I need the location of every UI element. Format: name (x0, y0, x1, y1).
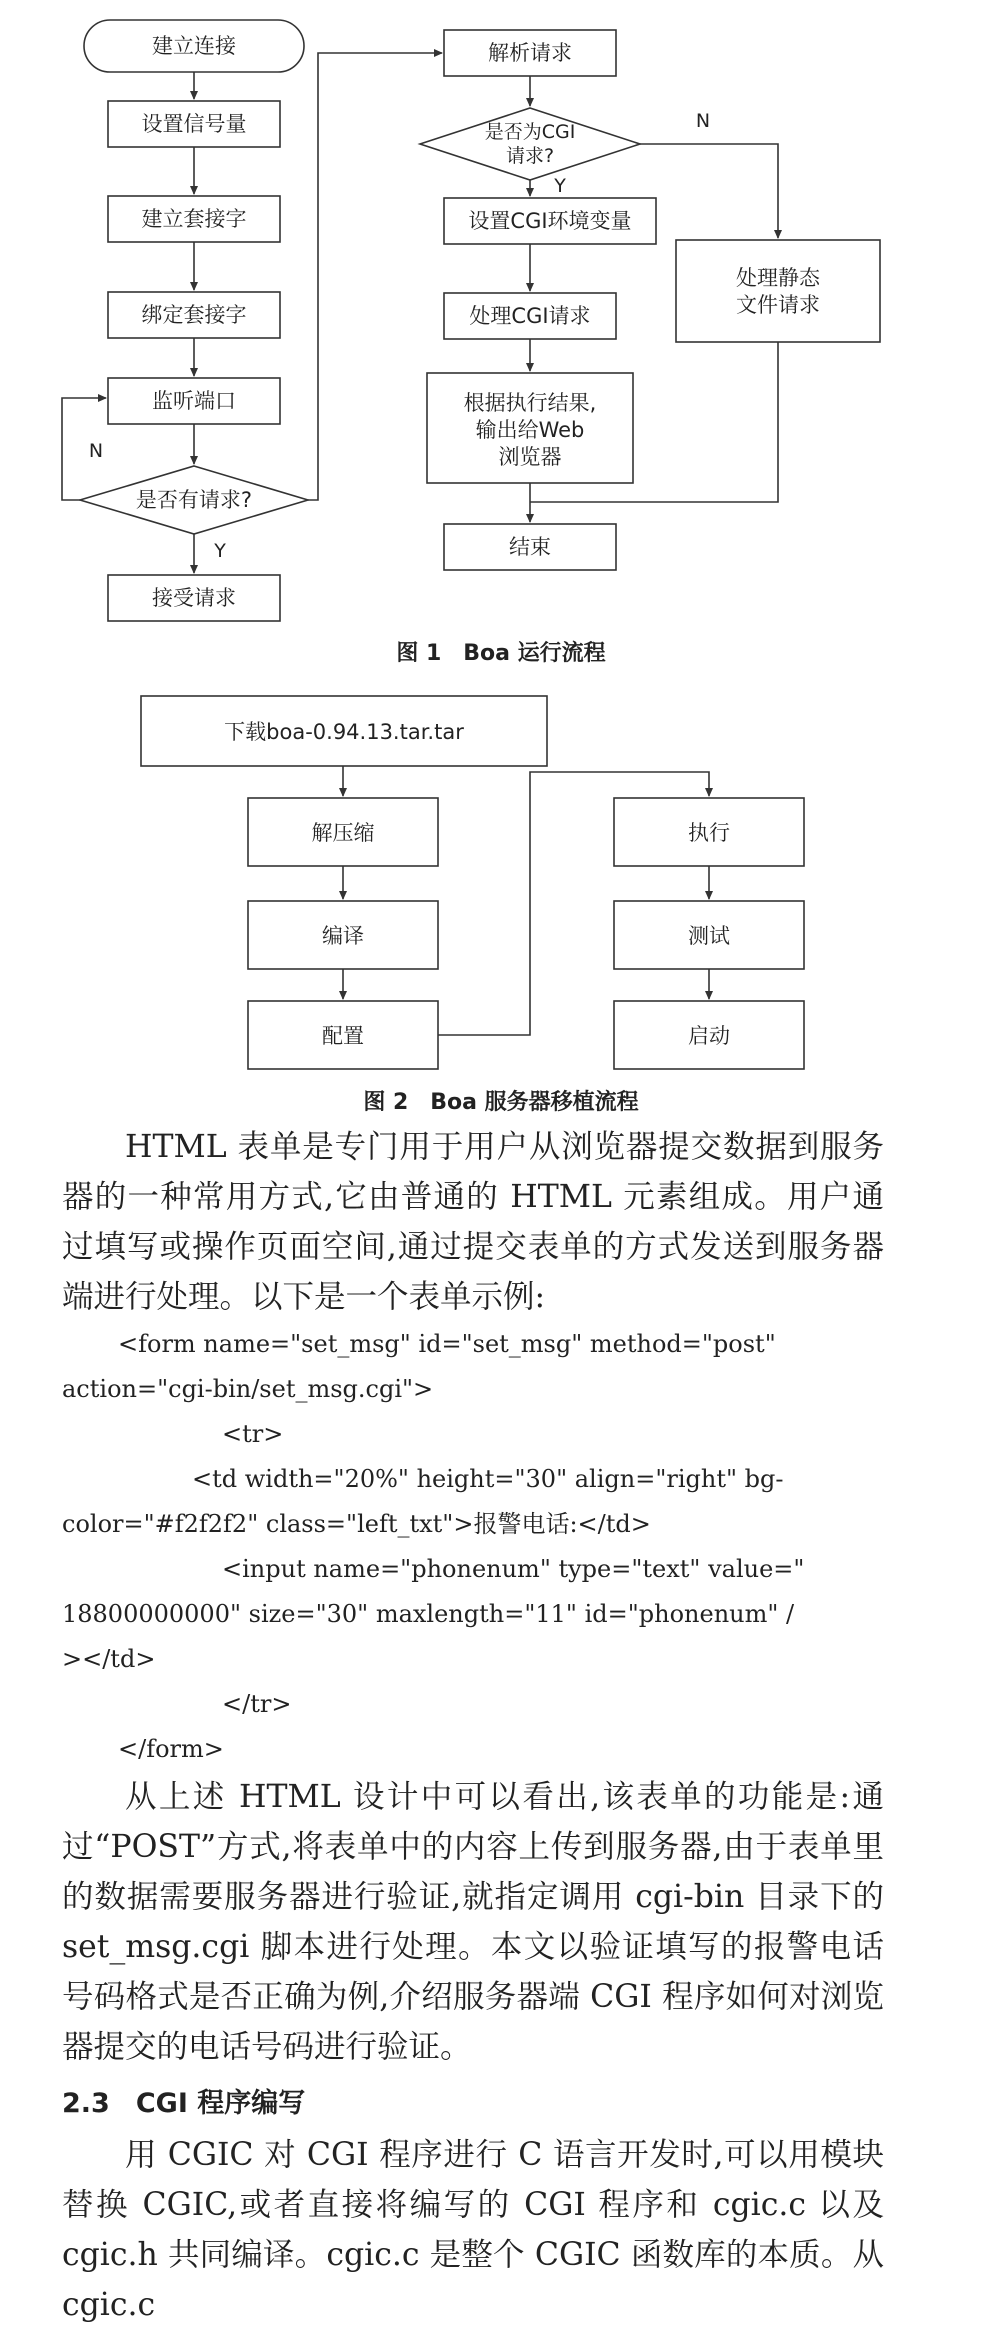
figure-1-caption-number: 图 1 (396, 641, 442, 666)
section-heading (62, 2078, 884, 2130)
figure-2-caption (0, 1085, 1002, 1116)
code-line-8: ></td> (62, 1645, 156, 1673)
code-line-9: </tr> (222, 1690, 292, 1718)
set-cgi-env-label: 设置CGI环境变量 (468, 209, 632, 233)
code-line-2: action="cgi-bin/set_msg.cgi"> (62, 1375, 434, 1403)
paragraph-form-explanation: 从上述 HTML 设计中可以看出,该表单的功能是:通过“POST”方式,将表单中的内容上传到服务器,由于表单里的数据需要服务器进行验证,就指定调用 cgi-bin 目录下的 set_msg.cgi 脚本进行处理。本文以验证填写的报警电话号码格式是否正确为例,介绍服务器端 CGI 程序如何对浏览器提交的电话号码进行验证。 (62, 1779, 884, 2065)
start-label: 建立连接 (152, 34, 236, 58)
bind-socket-label: 绑定套接字 (141, 303, 247, 327)
static-label-2: 文件请求 (736, 293, 820, 317)
execute-label: 执行 (688, 821, 730, 845)
figure-2-porting-flowchart (0, 680, 1002, 1100)
test-label: 测试 (688, 924, 730, 948)
code-line-1: <form name="set_msg" id="set_msg" method="post" (118, 1330, 776, 1358)
edge-label-y-cgi: Y (554, 175, 566, 197)
section-number: 2.3 (62, 2088, 110, 2119)
launch-label: 启动 (688, 1024, 730, 1048)
configure-label: 配置 (322, 1024, 364, 1048)
output-label-1: 根据执行结果, (463, 391, 597, 415)
figure-2-caption-number: 图 2 (363, 1090, 409, 1115)
edge-label-y-left: Y (214, 540, 226, 562)
listen-port-label: 监听端口 (152, 389, 236, 413)
create-socket-label: 建立套接字 (141, 207, 247, 231)
is-cgi-label-2: 请求? (505, 145, 555, 167)
figure-2-caption-text: Boa 服务器移植流程 (430, 1090, 639, 1115)
code-line-6: <input name="phonenum" type="text" value=" (222, 1555, 805, 1583)
code-line-7: 18800000000" size="30" maxlength="11" id="phonenum" / (62, 1600, 795, 1628)
body-text (62, 1122, 884, 2330)
code-line-5: color="#f2f2f2" class="left_txt">报警电话:</td> (62, 1510, 651, 1538)
static-label-1: 处理静态 (736, 266, 820, 290)
is-cgi-decision (420, 108, 640, 180)
static-file-node (676, 240, 880, 342)
edge-decision-to-parse (308, 53, 442, 500)
set-signal-label: 设置信号量 (141, 112, 247, 136)
end-label: 结束 (509, 535, 551, 559)
edge-iscgi-to-static (640, 144, 778, 238)
edge-label-n-left: N (88, 440, 104, 462)
figure-1-boa-flowchart (0, 0, 1002, 640)
parse-request-label: 解析请求 (488, 41, 572, 65)
edge-label-n-right: N (695, 110, 711, 132)
paragraph-html-form-intro: HTML 表单是专门用于用户从浏览器提交数据到服务器的一种常用方式,它由普通的 HTML 元素组成。用户通过填写或操作页面空间,通过提交表单的方式发送到服务器端进行处理。以下是一个表单示例: (62, 1129, 884, 1315)
has-request-label: 是否有请求? (135, 488, 253, 512)
code-line-3: <tr> (222, 1420, 284, 1448)
accept-request-label: 接受请求 (152, 586, 236, 610)
code-line-10: </form> (118, 1735, 224, 1763)
code-line-4: <td width="20%" height="30" align="right" bg- (192, 1465, 784, 1493)
figure-1-caption-text: Boa 运行流程 (463, 641, 606, 666)
handle-cgi-label: 处理CGI请求 (469, 304, 591, 328)
download-label: 下载boa-0.94.13.tar.tar (224, 720, 464, 744)
extract-label: 解压缩 (311, 821, 375, 845)
is-cgi-label-1: 是否为CGI (484, 121, 576, 143)
figure-1-caption (0, 636, 1002, 667)
compile-label: 编译 (322, 924, 364, 948)
section-title: CGI 程序编写 (135, 2088, 306, 2119)
output-label-2: 输出给Web (475, 418, 585, 442)
output-label-3: 浏览器 (498, 445, 562, 469)
paragraph-cgic-development: 用 CGIC 对 CGI 程序进行 C 语言开发时,可以用模块替换 CGIC,或者直接将编写的 CGI 程序和 cgic.c 以及 cgic.h 共同编译。cgic.c 是整个 CGIC 函数库的本质。从 cgic.c (62, 2137, 884, 2323)
